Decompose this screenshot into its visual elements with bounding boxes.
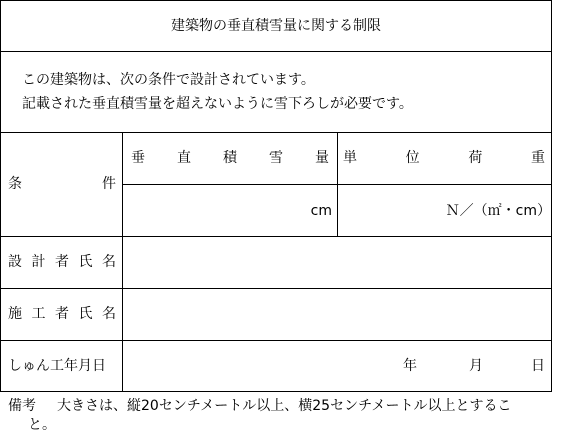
designer-name-label-char: 計	[31, 254, 46, 270]
snow-depth-header-char: 雪	[269, 150, 283, 166]
rule-form-bottom	[0, 391, 552, 392]
completion-date-label: しゅん工年月日	[8, 358, 106, 374]
intro-line-1: この建築物は、次の条件で設計されています。	[22, 72, 315, 88]
unit-load-header-char: 荷	[468, 150, 483, 166]
unit-load-header-char: 位	[405, 150, 420, 166]
rule-top	[0, 0, 552, 1]
snow-depth-header	[131, 149, 329, 167]
rule-conditions-bottom	[0, 236, 552, 237]
rule-left	[0, 0, 1, 392]
snow-depth-unit: cm	[310, 203, 332, 219]
builder-name-label-char: 施	[8, 306, 22, 322]
rule-intro-bottom	[0, 132, 552, 133]
snow-depth-header-char: 積	[223, 150, 237, 166]
builder-name-label	[8, 305, 116, 323]
rule-builder-bottom	[0, 340, 552, 341]
note-line-1: 大きさは、縦20センチメートル以上、横25センチメートル以上とするこ	[57, 398, 512, 414]
snow-depth-header-char: 垂	[131, 150, 145, 166]
designer-name-label-char: 者	[55, 254, 69, 270]
rule-right	[551, 0, 552, 392]
rule-designer-bottom	[0, 288, 552, 289]
rule-title-bottom	[0, 51, 552, 52]
conditions-label	[8, 175, 116, 193]
form-title: 建築物の垂直積雪量に関する制限	[171, 18, 381, 34]
builder-name-label-char: 工	[31, 306, 46, 322]
designer-name-label-char: 名	[102, 254, 116, 270]
rule-conditions-split	[337, 132, 338, 236]
date-month-label: 月	[469, 358, 483, 374]
builder-name-label-char: 氏	[78, 306, 93, 322]
unit-load-unit: Ｎ／（㎡・cm）	[445, 203, 551, 219]
designer-name-label-char: 氏	[78, 254, 93, 270]
unit-load-header-char: 単	[343, 150, 357, 166]
snow-depth-header-char: 直	[177, 150, 191, 166]
unit-load-header	[343, 149, 545, 167]
snow-depth-header-char: 量	[315, 150, 329, 166]
conditions-label-char: 条	[8, 176, 22, 192]
rule-label-column	[122, 132, 123, 392]
designer-name-label	[8, 253, 116, 271]
builder-name-label-char: 者	[55, 306, 69, 322]
designer-name-label-char: 設	[8, 254, 22, 270]
note-line-2: と。	[28, 417, 56, 433]
date-year-label: 年	[403, 358, 417, 374]
unit-load-header-char: 重	[530, 150, 545, 166]
builder-name-label-char: 名	[102, 306, 116, 322]
note-heading: 備考	[8, 398, 36, 414]
intro-line-2: 記載された垂直積雪量を超えないように雪下ろしが必要です。	[22, 96, 413, 112]
date-day-label: 日	[531, 358, 545, 374]
conditions-label-char: 件	[102, 176, 116, 192]
